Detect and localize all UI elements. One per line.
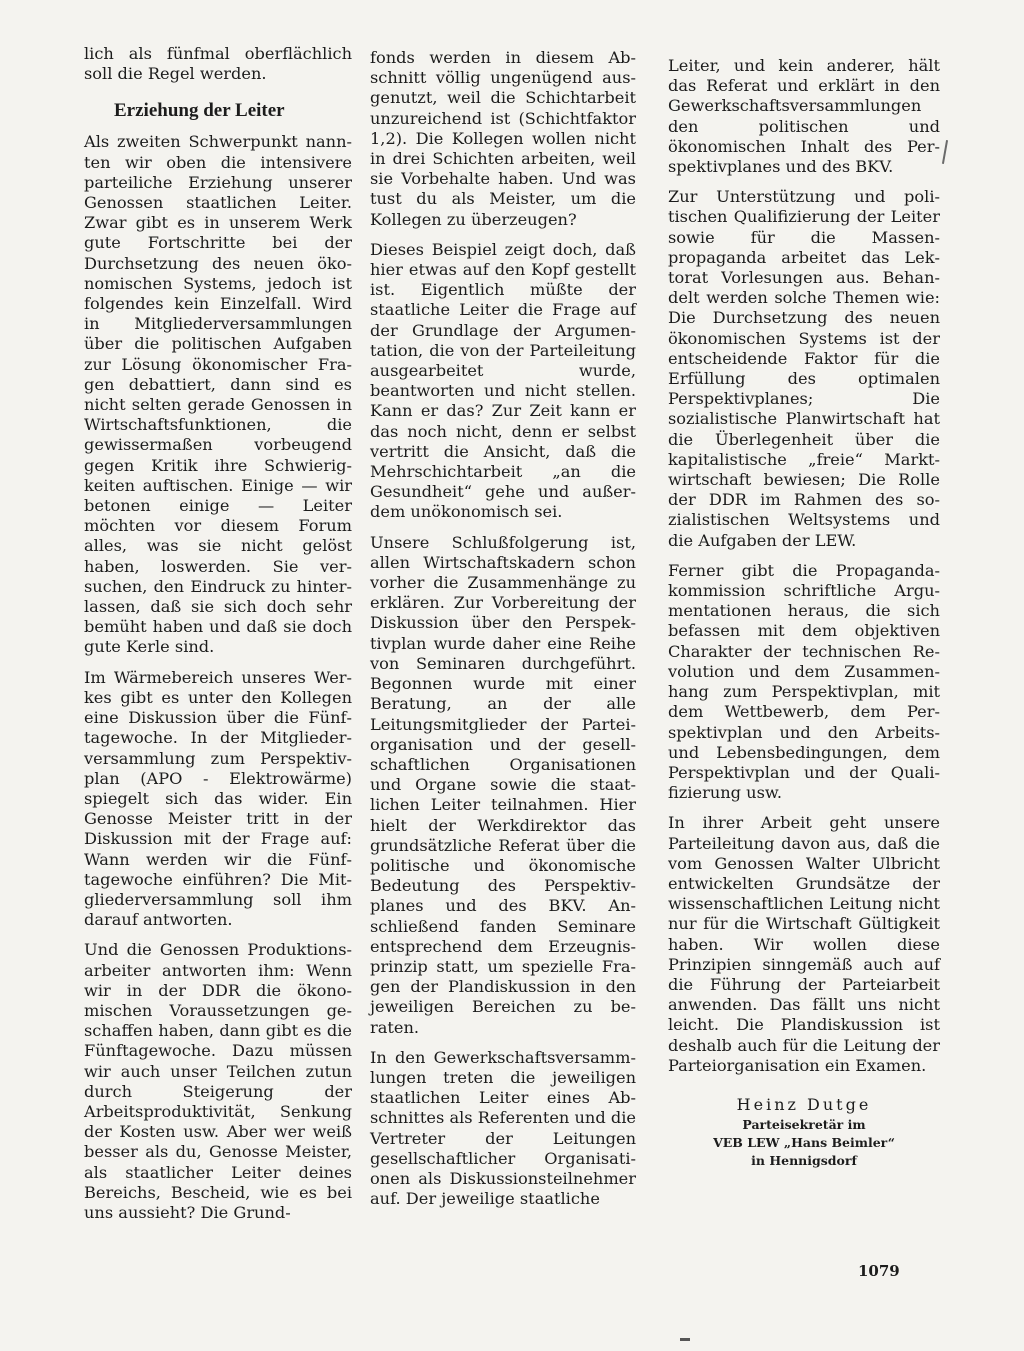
paragraph: Und die Genossen Produktionsarbeiter antworten ihm: Wenn wir in der DDR die ökonomischen Voraussetzungen geschaffen haben, dann gibt es die Fünftagewoche. Dazu müssen wir auch unser Teilchen zutun durch Steigerung der Arbeitsproduktivität, Senkung der Kosten usw. Aber wer weiß besser als du, Genosse Meister, als staatlicher Leiter deines Bereichs, Bescheid, wie es bei uns aussieht? Die Grund- (84, 940, 352, 1222)
author-name: Heinz Dutge (736, 1094, 872, 1114)
paragraph: Ferner gibt die Propagandakommission schriftliche Argumentationen heraus, die sich befassen mit dem objektiven Charakter der technischen Revolution und dem Zusammenhang zum Perspektivplan, mit dem Wettbewerb, dem Perspektivplan und den Arbeits- und Lebensbedingungen, dem Perspektivplan und der Qualifizierung usw. (668, 560, 940, 803)
paragraph: Unsere Schlußfolgerung ist, allen Wirtschaftskadern schon vorher die Zusammenhänge zu erklären. Zur Vorbereitung der Diskussion über den Perspektivplan wurde daher eine Reihe von Seminaren durchgeführt. Begonnen wurde mit einer Beratung, an der alle Leitungsmitglieder der Parteiorganisation und der gesellschaftlichen Organisationen und Organe sowie die staatlichen Leiter teilnahmen. Hier hielt der Werkdirektor das grundsätzliche Referat über die politische und ökonomische Bedeutung des Perspektivplanes und des BKV. Anschließend fanden Seminare entsprechend dem Erzeugnisprinzip statt, um spezielle Fragen der Plandiskussion in den jeweiligen Bereichen zu beraten. (370, 532, 636, 1037)
text-column-3 (668, 56, 940, 1170)
author-signature (668, 1094, 940, 1170)
margin-pencil-mark (942, 140, 948, 164)
paragraph: In den Gewerkschaftsversammlungen treten die jeweiligen staatlichen Leiter eines Abschnittes als Referenten und die Vertreter der Leitungen gesellschaftlicher Organisationen als Diskussionsteilnehmer auf. Der jeweilige staatliche (370, 1047, 636, 1209)
author-role: Parteisekretär im (742, 1116, 866, 1132)
author-organization: VEB LEW „Hans Beimler“ (713, 1134, 895, 1150)
text-column-1 (84, 44, 352, 1233)
author-location: in Hennigsdorf (751, 1152, 857, 1168)
text-column-2 (370, 48, 636, 1219)
paragraph: Als zweiten Schwerpunkt nannten wir oben die intensivere parteiliche Erziehung unserer Genossen staatlichen Leiter. Zwar gibt es in unserem Werk gute Fortschritte bei der Durchsetzung des neuen ökonomischen Systems, jedoch ist folgendes kein Einzelfall. Wird in Mitgliederversammlungen über die politischen Aufgaben zur Lösung ökonomischer Fragen debattiert, dann sind es nicht selten gerade Genossen in Wirtschaftsfunktionen, die gewissermaßen vorbeugend gegen Kritik ihre Schwierigkeiten auftischen. Einige — wir betonen einige — Leiter möchten vor diesem Forum alles, was sie nicht gelöst haben, loswerden. Sie versuchen, den Eindruck zu hinterlassen, daß sie sich doch sehr bemüht haben und daß sie doch gute Kerle sind. (84, 132, 352, 657)
paragraph: lich als fünfmal oberflächlich soll die Regel werden. (84, 44, 352, 84)
paragraph: Zur Unterstützung und politischen Qualifizierung der Leiter sowie für die Massenpropaganda arbeitet das Lektorat Vorlesungen aus. Behandelt werden solche Themen wie: Die Durchsetzung des neuen ökonomischen Systems ist der entscheidende Faktor für die Erfüllung des optimalen Perspektivplanes; Die sozialistische Planwirtschaft hat die Überlegenheit über die kapitalistische „freie“ Marktwirtschaft bewiesen; Die Rolle der DDR im Rahmen des sozialistischen Weltsystems und die Aufgaben der LEW. (668, 187, 940, 550)
scan-smudge-mark (680, 1338, 690, 1341)
page-number: 1079 (858, 1262, 900, 1280)
paragraph: Im Wärmebereich unseres Werkes gibt es unter den Kollegen eine Diskussion über die Fünftagewoche. In der Mitgliederversammlung zum Perspektivplan (APO - Elektrowärme) spiegelt sich das wider. Ein Genosse Meister tritt in der Diskussion mit der Frage auf: Wann werden wir die Fünftagewoche einführen? Die Mitgliederversammlung soll ihm darauf antworten. (84, 667, 352, 930)
paragraph: Leiter, und kein anderer, hält das Referat und erklärt in den Gewerkschaftsversammlungen den politischen und ökonomischen Inhalt des Perspektivplanes und des BKV. (668, 56, 940, 177)
paragraph: Dieses Beispiel zeigt doch, daß hier etwas auf den Kopf gestellt ist. Eigentlich müßte der staatliche Leiter die Frage auf der Grundlage der Argumentation, die von der Parteileitung ausgearbeitet wurde, beantworten und nicht stellen. Kann er das? Zur Zeit kann er das noch nicht, denn er selbst vertritt die Ansicht, daß die Mehrschichtarbeit „an die Gesundheit“ gehe und außerdem unökonomisch sei. (370, 239, 636, 522)
paragraph: In ihrer Arbeit geht unsere Parteileitung davon aus, daß die vom Genossen Walter Ulbricht entwickelten Grundsätze der wissenschaftlichen Leitung nicht nur für die Wirtschaft Gültigkeit haben. Wir wollen diese Prinzipien sinngemäß auch auf die Führung der Parteiarbeit anwenden. Das fällt uns nicht leicht. Die Plandiskussion ist deshalb auch für die Leitung der Parteiorganisation ein Examen. (668, 813, 940, 1075)
section-heading: Erziehung der Leiter (114, 100, 285, 122)
paragraph: fonds werden in diesem Abschnitt völlig ungenügend ausgenutzt, weil die Schichtarbeit unzureichend ist (Schichtfaktor 1,2). Die Kollegen wollen nicht in drei Schichten arbeiten, weil sie Vorbehalte haben. Und was tust du als Meister, um die Kollegen zu überzeugen? (370, 48, 636, 229)
